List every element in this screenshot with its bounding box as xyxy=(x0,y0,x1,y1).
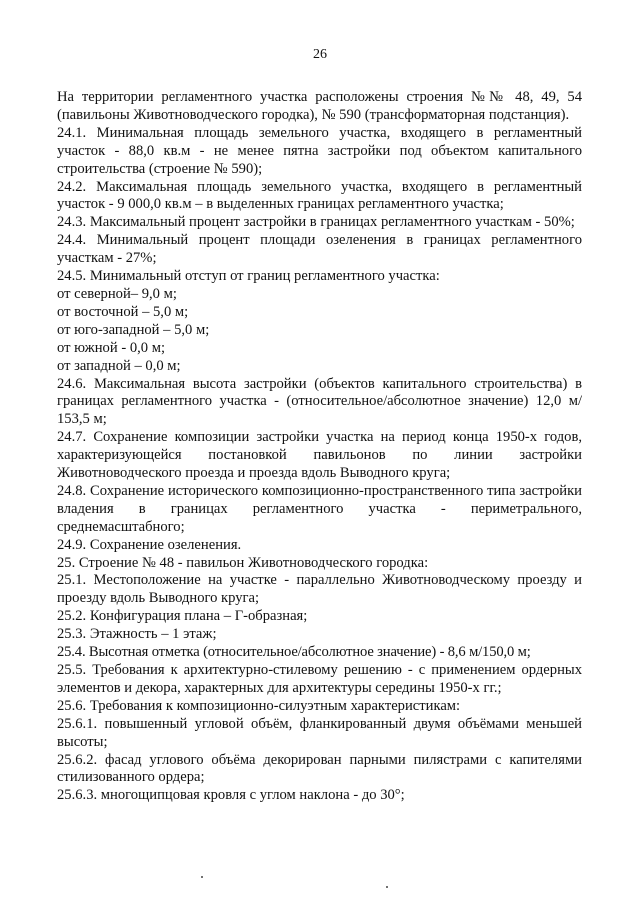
clause-25-1: 25.1. Местоположение на участке - параллельно Животноводческому проезду и проезду вдоль Выводного круга; xyxy=(57,572,582,607)
scan-speck xyxy=(201,876,203,878)
clause-24-6: 24.6. Максимальная высота застройки (объектов капитального строительства) в границах регламентного участка - (относительное/абсолютное значение) 12,0 м/ 153,5 м; xyxy=(57,375,582,428)
clause-25: 25. Строение № 48 - павильон Животноводческого городка: xyxy=(57,554,429,571)
scan-speck xyxy=(386,886,388,888)
clause-25-4: 25.4. Высотная отметка (относительное/абсолютное значение) - 8,6 м/150,0 м; xyxy=(57,644,531,661)
clause-25-6: 25.6. Требования к композиционно-силуэтным характеристикам: xyxy=(57,697,461,714)
intro-paragraph: На территории регламентного участка расположены строения №№ 48, 49, 54 (павильоны Животноводческого городка), № 590 (трансформаторная подстанция). xyxy=(57,89,582,123)
clause-24-8: 24.8. Сохранение исторического композиционно-пространственного типа застройки владения в границах регламентного участка - периметрального, среднемасштабного; xyxy=(57,482,582,535)
clause-24-4: 24.4. Минимальный процент площади озеленения в границах регламентного участкам - 27%; xyxy=(57,232,582,267)
clause-25-6-2: 25.6.2. фасад углового объёма декорирован парными пилястрами с капителями стилизованного ордера; xyxy=(57,751,582,786)
clause-24-1: 24.1. Минимальная площадь земельного участка, входящего в регламентный участок - 88,0 кв.м - не менее пятна застройки под объектом капитального строительства (строение № 590); xyxy=(57,124,582,177)
clause-24-3: 24.3. Максимальный процент застройки в границах регламентного участкам - 50%; xyxy=(57,214,575,231)
clause-25-5: 25.5. Требования к архитектурно-стилевому решению - с применением ордерных элементов и декора, характерных для архитектуры середины 1950-х гг.; xyxy=(57,662,582,696)
document-body xyxy=(57,89,582,805)
clause-24-7: 24.7. Сохранение композиции застройки участка на период конца 1950-х годов, характеризующейся постановкой павильонов по линии застройки Животноводческого проезда и проезда вдоль Выводного круга; xyxy=(57,429,582,482)
setback-east: от восточной – 5,0 м; xyxy=(57,303,189,320)
clause-25-3: 25.3. Этажность – 1 этаж; xyxy=(57,626,217,643)
clause-25-6-3: 25.6.3. многощипцовая кровля с углом наклона - до 30°; xyxy=(57,787,405,804)
clause-24-9: 24.9. Сохранение озеленения. xyxy=(57,536,242,553)
setback-south: от южной - 0,0 м; xyxy=(57,339,166,356)
clause-25-2: 25.2. Конфигурация плана – Г-образная; xyxy=(57,608,308,625)
clause-24-2: 24.2. Максимальная площадь земельного участка, входящего в регламентный участок - 9 000,0 кв.м – в выделенных границах регламентного участка; xyxy=(57,178,582,213)
page-number: 26 xyxy=(313,47,327,62)
clause-24-5: 24.5. Минимальный отступ от границ регламентного участка: xyxy=(57,268,440,285)
setback-west: от западной – 0,0 м; xyxy=(57,357,181,374)
setback-southwest: от юго-западной – 5,0 м; xyxy=(57,321,210,338)
setback-north: от северной– 9,0 м; xyxy=(57,285,177,302)
clause-25-6-1: 25.6.1. повышенный угловой объём, фланкированный двумя объёмами меньшей высоты; xyxy=(57,715,582,750)
